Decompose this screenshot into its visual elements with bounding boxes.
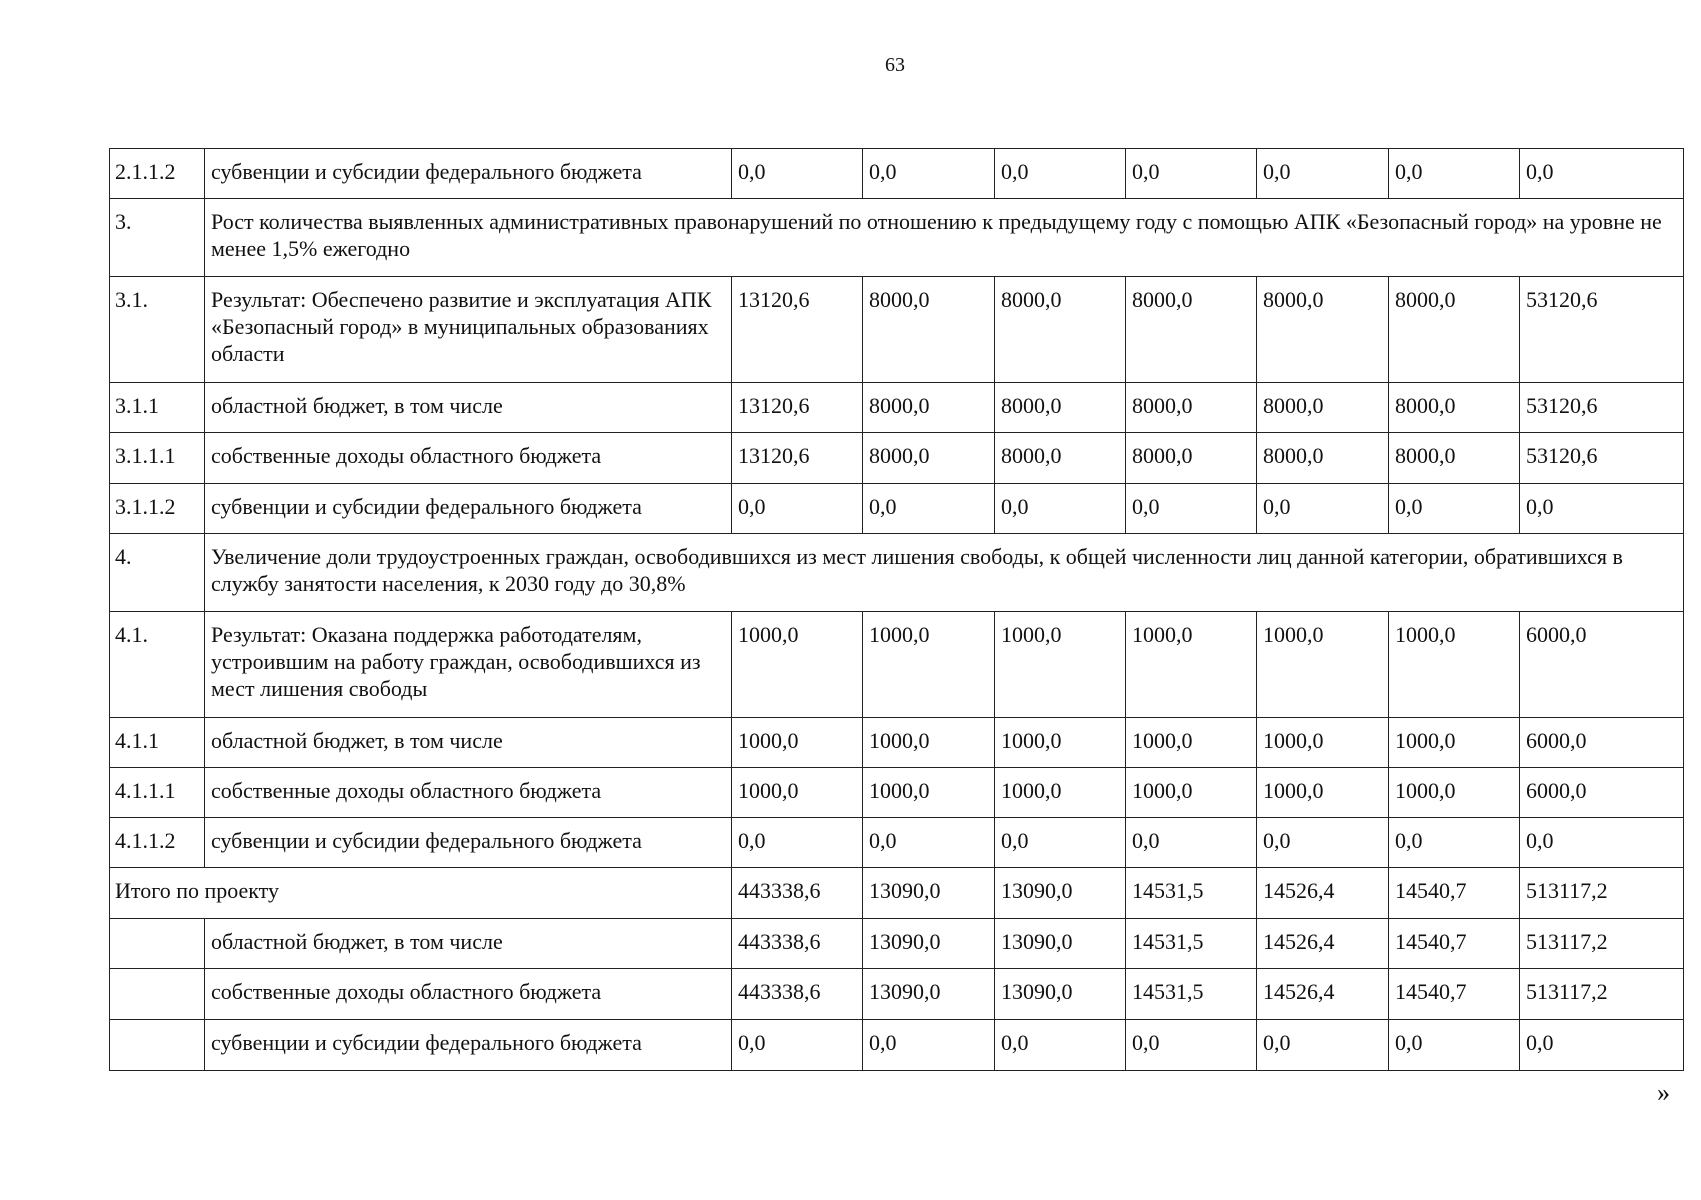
table-row (110, 969, 1684, 1020)
value-cell: 6000,0 (1520, 718, 1684, 768)
section-row (110, 199, 1684, 277)
row-name: Результат: Оказана поддержка работодателям, устроившим на работу граждан, освободившихся из мест лишения свободы (205, 612, 732, 718)
row-code: 3.1.1 (110, 383, 205, 433)
value-cell: 1000,0 (995, 718, 1126, 768)
section-row (110, 534, 1684, 612)
section-text: Увеличение доли трудоустроенных граждан, освободившихся из мест лишения свободы, к общей численности лиц данной категории, обратившихся в службу занятости населения, к 2030 году до 30,8% (205, 534, 1684, 612)
row-name: областной бюджет, в том числе (205, 919, 732, 969)
row-name: собственные доходы областного бюджета (205, 969, 732, 1020)
row-name: областной бюджет, в том числе (205, 383, 732, 433)
value-cell: 8000,0 (1126, 277, 1257, 383)
value-cell: 8000,0 (995, 383, 1126, 433)
value-cell: 0,0 (995, 1020, 1126, 1071)
value-cell: 0,0 (732, 149, 863, 199)
value-cell: 1000,0 (1126, 718, 1257, 768)
value-cell: 14540,7 (1389, 969, 1520, 1020)
value-cell: 13120,6 (732, 277, 863, 383)
value-cell: 0,0 (1257, 818, 1389, 868)
value-cell: 1000,0 (863, 612, 995, 718)
value-cell: 13090,0 (995, 969, 1126, 1020)
value-cell: 1000,0 (863, 768, 995, 818)
value-cell: 0,0 (1520, 1020, 1684, 1071)
value-cell: 1000,0 (1389, 612, 1520, 718)
value-cell: 13120,6 (732, 433, 863, 484)
value-cell: 513117,2 (1520, 969, 1684, 1020)
value-cell: 13090,0 (995, 868, 1126, 919)
value-cell: 13090,0 (863, 868, 995, 919)
value-cell: 8000,0 (863, 433, 995, 484)
row-name: субвенции и субсидии федерального бюджета (205, 149, 732, 199)
value-cell: 1000,0 (1257, 718, 1389, 768)
value-cell: 0,0 (1389, 1020, 1520, 1071)
row-code: 4.1.1.2 (110, 818, 205, 868)
table-row (110, 484, 1684, 534)
value-cell: 1000,0 (732, 718, 863, 768)
row-name: субвенции и субсидии федерального бюджета (205, 818, 732, 868)
value-cell: 8000,0 (995, 433, 1126, 484)
row-name: собственные доходы областного бюджета (205, 433, 732, 484)
total-label: Итого по проекту (110, 868, 732, 919)
value-cell: 0,0 (1257, 484, 1389, 534)
value-cell: 13090,0 (995, 919, 1126, 969)
row-name: субвенции и субсидии федерального бюджета (205, 1020, 732, 1071)
value-cell: 0,0 (732, 484, 863, 534)
budget-table (109, 148, 1684, 1071)
value-cell: 8000,0 (1257, 433, 1389, 484)
value-cell: 1000,0 (1257, 612, 1389, 718)
value-cell: 0,0 (1126, 1020, 1257, 1071)
value-cell: 8000,0 (1126, 433, 1257, 484)
value-cell: 1000,0 (732, 612, 863, 718)
value-cell: 14526,4 (1257, 919, 1389, 969)
row-code: 3.1.1.1 (110, 433, 205, 484)
row-code: 4.1.1 (110, 718, 205, 768)
value-cell: 53120,6 (1520, 433, 1684, 484)
value-cell: 0,0 (1389, 818, 1520, 868)
value-cell: 8000,0 (1389, 277, 1520, 383)
table-row (110, 383, 1684, 433)
value-cell: 513117,2 (1520, 868, 1684, 919)
value-cell: 14540,7 (1389, 868, 1520, 919)
row-code: 3. (110, 199, 205, 277)
value-cell: 1000,0 (995, 768, 1126, 818)
value-cell: 0,0 (732, 818, 863, 868)
value-cell: 0,0 (995, 149, 1126, 199)
table-row (110, 718, 1684, 768)
table-row (110, 768, 1684, 818)
value-cell: 513117,2 (1520, 919, 1684, 969)
value-cell: 1000,0 (863, 718, 995, 768)
value-cell: 8000,0 (863, 277, 995, 383)
value-cell: 8000,0 (995, 277, 1126, 383)
value-cell: 0,0 (863, 149, 995, 199)
value-cell: 8000,0 (1389, 433, 1520, 484)
table-row (110, 612, 1684, 718)
value-cell: 0,0 (1126, 149, 1257, 199)
closing-quote: » (1657, 1078, 1670, 1107)
row-name: областной бюджет, в том числе (205, 718, 732, 768)
value-cell: 0,0 (1126, 818, 1257, 868)
table-row (110, 1020, 1684, 1071)
row-code (110, 1020, 205, 1071)
row-name: Результат: Обеспечено развитие и эксплуатация АПК «Безопасный город» в муниципальных образованиях области (205, 277, 732, 383)
row-code: 4.1.1.1 (110, 768, 205, 818)
table-row (110, 149, 1684, 199)
value-cell: 8000,0 (863, 383, 995, 433)
value-cell: 0,0 (863, 818, 995, 868)
value-cell: 14526,4 (1257, 868, 1389, 919)
value-cell: 0,0 (1520, 149, 1684, 199)
value-cell: 0,0 (1126, 484, 1257, 534)
value-cell: 0,0 (1520, 818, 1684, 868)
value-cell: 0,0 (995, 484, 1126, 534)
value-cell: 8000,0 (1257, 383, 1389, 433)
value-cell: 0,0 (732, 1020, 863, 1071)
row-code: 3.1. (110, 277, 205, 383)
table-row (110, 433, 1684, 484)
row-code (110, 919, 205, 969)
value-cell: 0,0 (995, 818, 1126, 868)
value-cell: 1000,0 (1126, 768, 1257, 818)
table-body (110, 149, 1684, 1071)
value-cell: 1000,0 (1257, 768, 1389, 818)
value-cell: 1000,0 (1389, 718, 1520, 768)
value-cell: 13120,6 (732, 383, 863, 433)
value-cell: 0,0 (1257, 149, 1389, 199)
value-cell: 8000,0 (1126, 383, 1257, 433)
row-code: 4.1. (110, 612, 205, 718)
value-cell: 14526,4 (1257, 969, 1389, 1020)
value-cell: 14531,5 (1126, 919, 1257, 969)
page-number: 63 (885, 54, 905, 76)
value-cell: 8000,0 (1257, 277, 1389, 383)
value-cell: 0,0 (1520, 484, 1684, 534)
value-cell: 13090,0 (863, 919, 995, 969)
section-text: Рост количества выявленных административных правонарушений по отношению к предыдущему году с помощью АПК «Безопасный город» на уровне не менее 1,5% ежегодно (205, 199, 1684, 277)
value-cell: 0,0 (1389, 149, 1520, 199)
value-cell: 1000,0 (1389, 768, 1520, 818)
row-code: 4. (110, 534, 205, 612)
value-cell: 1000,0 (995, 612, 1126, 718)
row-name: собственные доходы областного бюджета (205, 768, 732, 818)
table-row (110, 818, 1684, 868)
row-code (110, 969, 205, 1020)
value-cell: 1000,0 (732, 768, 863, 818)
table-row (110, 919, 1684, 969)
row-name: субвенции и субсидии федерального бюджета (205, 484, 732, 534)
row-code: 2.1.1.2 (110, 149, 205, 199)
value-cell: 13090,0 (863, 969, 995, 1020)
value-cell: 8000,0 (1389, 383, 1520, 433)
row-code: 3.1.1.2 (110, 484, 205, 534)
value-cell: 443338,6 (732, 969, 863, 1020)
total-row (110, 868, 1684, 919)
value-cell: 53120,6 (1520, 277, 1684, 383)
value-cell: 1000,0 (1126, 612, 1257, 718)
value-cell: 0,0 (1257, 1020, 1389, 1071)
value-cell: 0,0 (863, 1020, 995, 1071)
value-cell: 0,0 (1389, 484, 1520, 534)
value-cell: 14531,5 (1126, 969, 1257, 1020)
value-cell: 6000,0 (1520, 768, 1684, 818)
value-cell: 14531,5 (1126, 868, 1257, 919)
table-row (110, 277, 1684, 383)
value-cell: 53120,6 (1520, 383, 1684, 433)
value-cell: 6000,0 (1520, 612, 1684, 718)
value-cell: 0,0 (863, 484, 995, 534)
value-cell: 14540,7 (1389, 919, 1520, 969)
value-cell: 443338,6 (732, 868, 863, 919)
value-cell: 443338,6 (732, 919, 863, 969)
